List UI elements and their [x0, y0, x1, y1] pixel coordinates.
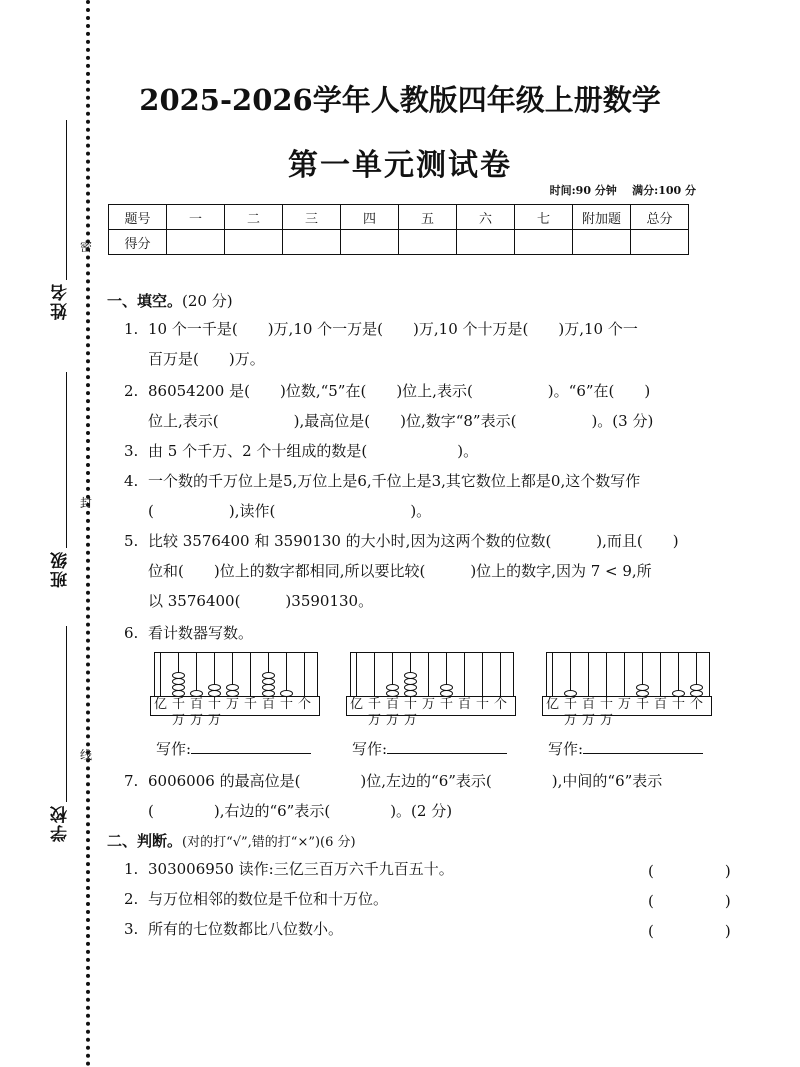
abacus-bead — [262, 678, 275, 685]
abacus-rod — [160, 652, 161, 696]
question-4 — [124, 466, 640, 496]
abacus-bead — [172, 690, 185, 697]
abacus-rod — [552, 652, 553, 696]
question-text: 10 个一千是( )万,10 个一万是( )万,10 个十万是( )万,10 个一 — [148, 320, 638, 338]
judge-item-2 — [124, 884, 388, 914]
score-table-header-row — [109, 205, 689, 230]
abacus-place-label-sub: 万 — [172, 713, 186, 728]
table-cell: 题号 — [109, 205, 167, 230]
abacus-bead — [440, 690, 453, 697]
abacus-place-label: 个 — [298, 697, 312, 712]
score-input-cell[interactable] — [283, 230, 341, 255]
abacus-bead — [404, 678, 417, 685]
abacus-rod — [428, 652, 429, 696]
abacus-place-label: 十 — [208, 697, 222, 712]
abacus-place-label: 亿 — [154, 697, 168, 712]
table-cell: 三 — [283, 205, 341, 230]
question-text: 一个数的千万位上是5,万位上是6,千位上是3,其它数位上都是0,这个数写作 — [148, 472, 641, 490]
question-number: 5. — [124, 532, 139, 550]
table-cell: 得分 — [109, 230, 167, 255]
seal-mark-feng: 封 — [80, 496, 93, 510]
score-input-cell[interactable] — [515, 230, 573, 255]
abacus-rod — [606, 652, 607, 696]
time-limit: 时间:90 分钟 — [549, 184, 617, 197]
abacus-place-label-sub: 万 — [190, 713, 204, 728]
abacus-bead — [386, 684, 399, 691]
abacus-place-label: 十 — [404, 697, 418, 712]
table-cell: 二 — [225, 205, 283, 230]
question-text: 86054200 是( )位数,“5”在( )位上,表示( )。“6”在( ) — [148, 382, 651, 400]
abacus-1-answer — [156, 738, 311, 759]
section-2-title — [107, 830, 356, 851]
abacus-rod — [304, 652, 305, 696]
abacus-bead — [440, 684, 453, 691]
score-input-cell[interactable] — [167, 230, 225, 255]
abacus-bead — [262, 684, 275, 691]
abacus-place-label: 千 — [636, 697, 650, 712]
abacus-place-label-sub: 万 — [564, 713, 578, 728]
question-text: 所有的七位数都比八位数小。 — [148, 920, 344, 938]
name-label: 姓名 — [51, 282, 71, 320]
table-cell: 六 — [457, 205, 515, 230]
abacus-bead — [226, 690, 239, 697]
question-1 — [124, 314, 638, 344]
abacus-place-label: 千 — [368, 697, 382, 712]
abacus-rod — [250, 652, 251, 696]
class-label: 班级 — [51, 550, 71, 588]
abacus-2-answer — [352, 738, 507, 759]
abacus-rod — [374, 652, 375, 696]
seal-mark-mi: 密 — [80, 240, 93, 254]
question-7-cont: ( ),右边的“6”表示( )。(2 分) — [148, 802, 453, 820]
question-number: 6. — [124, 624, 139, 642]
question-6 — [124, 618, 253, 648]
abacus-place-label: 百 — [654, 697, 668, 712]
abacus-1 — [150, 652, 320, 732]
abacus-bead — [172, 672, 185, 679]
judge-item-1 — [124, 854, 454, 884]
question-5-cont2: 以 3576400( )3590130。 — [148, 592, 374, 610]
score-table — [108, 204, 689, 255]
abacus-bead — [672, 690, 685, 697]
exam-title-line1: 2025-2026学年人教版四年级上册数学 — [139, 83, 661, 117]
question-2-cont: 位上,表示( ),最高位是( )位,数字“8”表示( )。(3 分) — [148, 412, 654, 430]
answer-blank[interactable] — [387, 739, 507, 754]
write-label: 写作: — [548, 740, 584, 758]
question-number: 1. — [124, 320, 139, 338]
school-label: 学校 — [51, 804, 71, 842]
score-input-cell[interactable] — [225, 230, 283, 255]
question-7 — [124, 766, 662, 796]
abacus-place-label: 十 — [476, 697, 490, 712]
abacus-bead — [564, 690, 577, 697]
question-number: 2. — [124, 890, 139, 908]
abacus-bead — [172, 684, 185, 691]
question-number: 3. — [124, 442, 139, 460]
question-number: 4. — [124, 472, 139, 490]
table-cell: 五 — [399, 205, 457, 230]
table-cell: 七 — [515, 205, 573, 230]
question-5 — [124, 526, 679, 556]
abacus-bead — [636, 684, 649, 691]
exam-meta — [550, 182, 696, 198]
abacus-place-label: 亿 — [546, 697, 560, 712]
abacus-place-label: 个 — [690, 697, 704, 712]
table-cell: 四 — [341, 205, 399, 230]
question-number: 3. — [124, 920, 139, 938]
seal-mark-xian: 线 — [80, 748, 93, 762]
abacus-3-answer — [548, 738, 703, 759]
abacus-bead — [262, 690, 275, 697]
abacus-bead — [386, 690, 399, 697]
judge-answer-3[interactable]: ( ) — [648, 922, 759, 940]
abacus-rod — [500, 652, 501, 696]
abacus-bead — [690, 690, 703, 697]
abacus-bead — [690, 684, 703, 691]
abacus-bead — [636, 690, 649, 697]
abacus-place-label-sub: 万 — [368, 713, 382, 728]
answer-blank[interactable] — [583, 739, 703, 754]
section-1-title — [107, 290, 233, 311]
section-points: (对的打“√”,错的打“×”)(6 分) — [182, 835, 356, 850]
abacus-place-label: 十 — [600, 697, 614, 712]
abacus-place-label: 百 — [262, 697, 276, 712]
answer-blank[interactable] — [191, 739, 311, 754]
abacus-bead — [208, 690, 221, 697]
write-label: 写作: — [352, 740, 388, 758]
judge-item-3 — [124, 914, 343, 944]
abacus-bead — [404, 690, 417, 697]
question-text: 与万位相邻的数位是千位和十万位。 — [148, 890, 389, 908]
question-text: 303006950 读作:三亿三百万六千九百五十。 — [148, 860, 454, 878]
abacus-place-label: 百 — [458, 697, 472, 712]
abacus-place-label: 百 — [386, 697, 400, 712]
class-line — [66, 372, 67, 548]
score-table-score-row — [109, 230, 689, 255]
abacus-place-label-sub: 万 — [404, 713, 418, 728]
abacus-rod — [464, 652, 465, 696]
abacus-bead — [262, 672, 275, 679]
abacus-place-label-sub: 万 — [208, 713, 222, 728]
abacus-place-label: 万 — [226, 697, 240, 712]
score-input-cell[interactable] — [631, 230, 689, 255]
question-text: 看计数器写数。 — [148, 624, 254, 642]
abacus-place-label-sub: 万 — [600, 713, 614, 728]
question-number: 2. — [124, 382, 139, 400]
score-input-cell[interactable] — [573, 230, 631, 255]
abacus-bead — [404, 672, 417, 679]
abacus-rod — [356, 652, 357, 696]
question-5-cont: 位和( )位上的数字都相同,所以要比较( )位上的数字,因为 7 < 9,所 — [148, 562, 652, 580]
abacus-place-label: 十 — [280, 697, 294, 712]
question-number: 1. — [124, 860, 139, 878]
score-input-cell[interactable] — [341, 230, 399, 255]
judge-answer-1[interactable]: ( ) — [648, 862, 759, 880]
score-input-cell[interactable] — [457, 230, 515, 255]
full-score: 满分:100 分 — [632, 184, 696, 197]
question-3 — [124, 436, 478, 466]
table-cell: 附加题 — [573, 205, 631, 230]
question-number: 7. — [124, 772, 139, 790]
abacus-place-label: 千 — [564, 697, 578, 712]
abacus-place-label: 个 — [494, 697, 508, 712]
abacus-place-label: 百 — [582, 697, 596, 712]
judge-answer-2[interactable]: ( ) — [648, 892, 759, 910]
question-text: 由 5 个千万、2 个十组成的数是( )。 — [148, 442, 479, 460]
abacus-bead — [280, 690, 293, 697]
abacus-place-label: 百 — [190, 697, 204, 712]
abacus-rod — [588, 652, 589, 696]
table-cell: 一 — [167, 205, 225, 230]
section-title-text: 一、填空。 — [107, 292, 183, 310]
abacus-place-label-sub: 万 — [386, 713, 400, 728]
abacus-2 — [346, 652, 516, 732]
abacus-place-label: 千 — [244, 697, 258, 712]
section-title-text: 二、判断。 — [107, 832, 183, 850]
abacus-place-label-sub: 万 — [582, 713, 596, 728]
school-line — [66, 626, 67, 802]
abacus-3 — [542, 652, 712, 732]
table-cell: 总分 — [631, 205, 689, 230]
abacus-rod — [482, 652, 483, 696]
abacus-place-label: 十 — [672, 697, 686, 712]
abacus-bead — [190, 690, 203, 697]
score-input-cell[interactable] — [399, 230, 457, 255]
question-4-cont: ( ),读作( )。 — [148, 502, 432, 520]
question-text: 6006006 的最高位是( )位,左边的“6”表示( ),中间的“6”表示 — [148, 772, 663, 790]
abacus-place-label: 亿 — [350, 697, 364, 712]
abacus-rod — [624, 652, 625, 696]
abacus-bead — [208, 684, 221, 691]
abacus-bead — [404, 684, 417, 691]
abacus-bead — [226, 684, 239, 691]
question-2 — [124, 376, 650, 406]
abacus-place-label: 万 — [618, 697, 632, 712]
abacus-place-label: 万 — [422, 697, 436, 712]
question-text: 比较 3576400 和 3590130 的大小时,因为这两个数的位数( ),而且( ) — [148, 532, 679, 550]
question-1-cont: 百万是( )万。 — [148, 350, 265, 368]
abacus-place-label: 千 — [172, 697, 186, 712]
abacus-rod — [660, 652, 661, 696]
section-points: (20 分) — [182, 292, 233, 310]
abacus-bead — [172, 678, 185, 685]
write-label: 写作: — [156, 740, 192, 758]
exam-title-line2: 第一单元测试卷 — [288, 148, 512, 183]
abacus-place-label: 千 — [440, 697, 454, 712]
